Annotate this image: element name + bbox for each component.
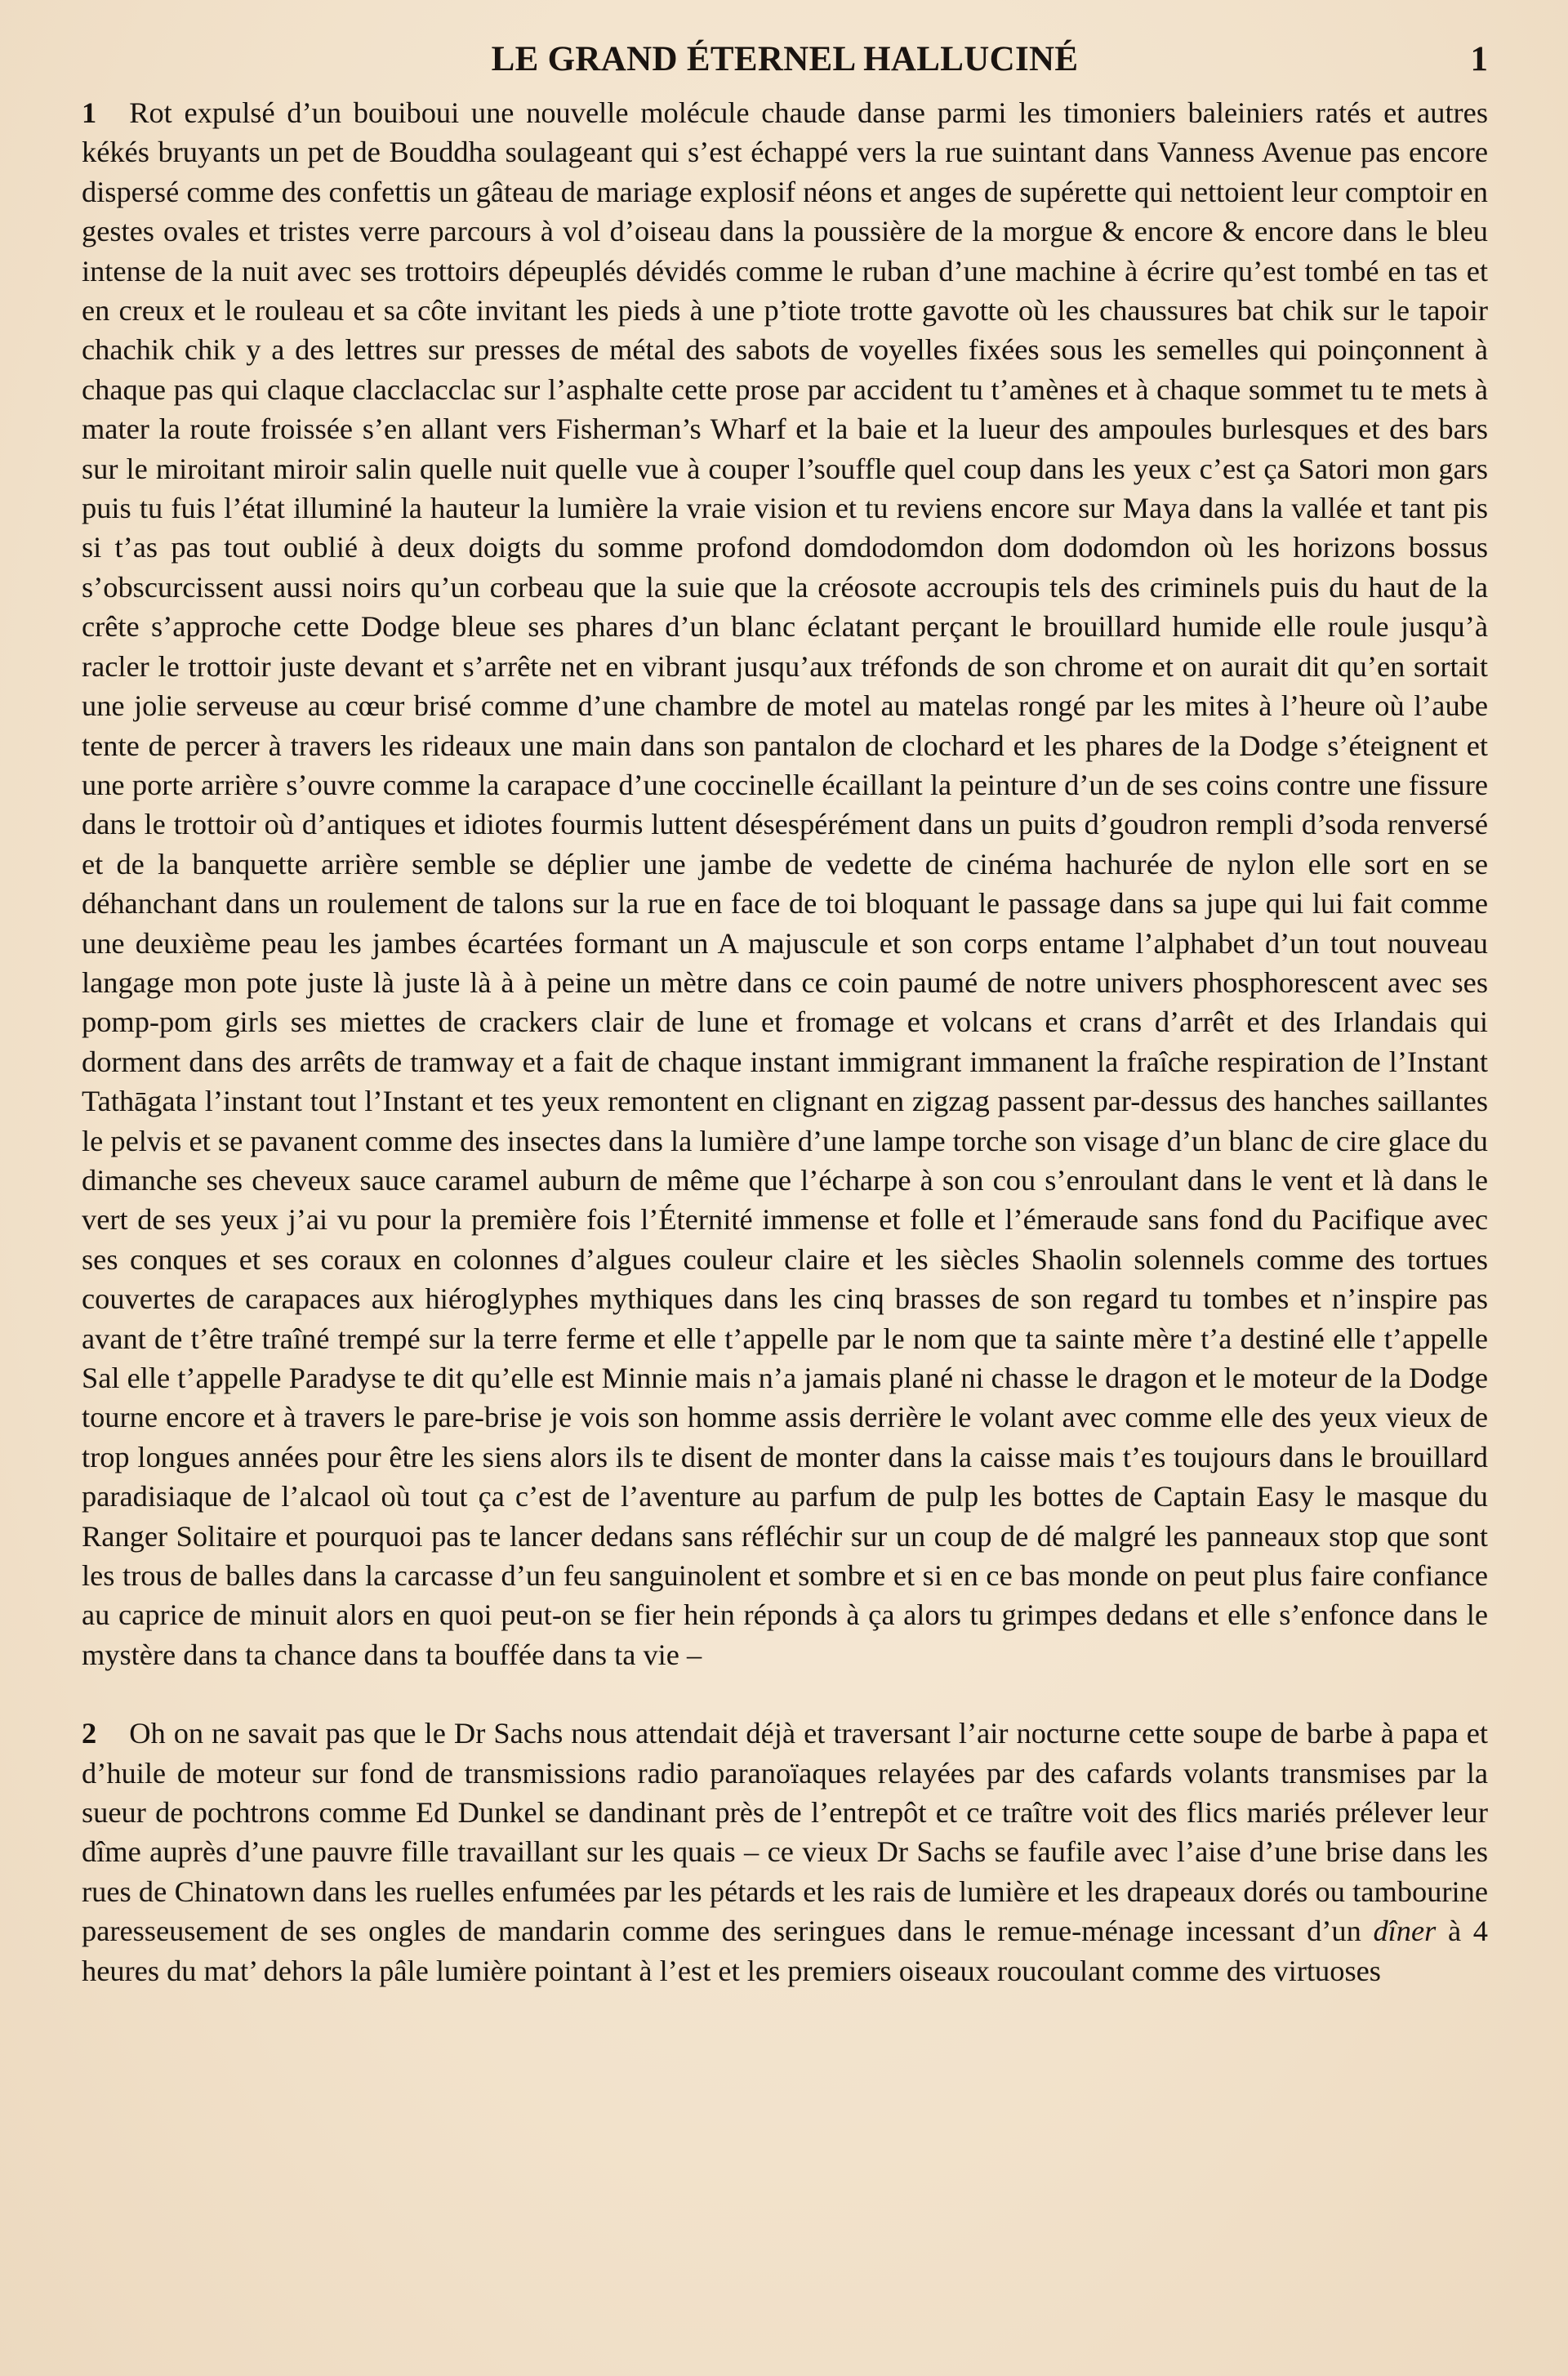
section-number: 2 <box>82 1717 97 1750</box>
page-number: 1 <box>1470 40 1488 78</box>
page-header <box>82 39 1488 93</box>
section-text: Oh on ne savait pas que le Dr Sachs nous attendait déjà et traversant l’air nocturne cette soupe de barbe à papa et d’huile de moteur sur fond de transmissions radio paranoïaques relayées par des cafards volants transmises par la sueur de pochtrons comme Ed Dunkel se dandinant près de l’entrepôt et ce traître voit des flics mariés prélever leur dîme auprès d’une pauvre fille travaillant sur les quais – ce vieux Dr Sachs se faufile avec l’aise d’une brise dans les rues de Chinatown dans les ruelles enfumées par les pétards et les rais de lumière et les drapeaux dorés ou tambourine paresseusement de ses ongles de mandarin comme des seringues dans le remue-ménage incessant d’un <box>82 1717 1488 1948</box>
running-title: LE GRAND ÉTERNEL HALLUCINÉ <box>491 40 1079 78</box>
italic-word: dîner <box>1373 1915 1437 1948</box>
section-2 <box>82 1714 1488 1990</box>
section-1 <box>82 93 1488 1674</box>
document-page <box>82 39 1488 1990</box>
section-number: 1 <box>82 96 97 129</box>
section-text-continued: à 4 heures du mat’ dehors la pâle lumière pointant à l’est et les premiers oiseaux roucoulant comme des virtuoses <box>82 1915 1488 1987</box>
section-text: Rot expulsé d’un bouiboui une nouvelle molécule chaude danse parmi les timoniers baleiniers ratés et autres kékés bruyants un pet de Bouddha soulageant qui s’est échappé vers la rue suintant dans Vanness Avenue pas encore dispersé comme des confettis un gâteau de mariage explosif néons et anges de supérette qui nettoient leur comptoir en gestes ovales et tristes verre parcours à vol d’oiseau dans la poussière de la morgue & encore & encore dans le bleu intense de la nuit avec ses trottoirs dépeuplés dévidés comme le ruban d’une machine à écrire qu’est tombé en tas et en creux et le rouleau et sa côte invitant les pieds à une p’tiote trotte gavotte où les chaussures bat chik sur le tapoir chachik chik y a des lettres sur presses de métal des sabots de voyelles fixées sous les semelles qui poinçonnent à chaque pas qui claque clacclacclac sur l’asphalte cette prose par accident tu t’amènes et à chaque sommet tu te mets à mater la route froissée s’en allant vers Fisherman’s Wharf et la baie et la lueur des ampoules burlesques et des bars sur le miroitant miroir salin quelle nuit quelle vue à couper l’souffle quel coup dans les yeux c’est ça Satori mon gars puis tu fuis l’état illuminé la hauteur la lumière la vraie vision et tu reviens encore sur Maya dans la vallée et tant pis si t’as pas tout oublié à deux doigts du somme profond domdodomdon dom dodomdon où les horizons bossus s’obscurcissent aussi noirs qu’un corbeau que la suie que la créosote accroupis tels des criminels puis du haut de la crête s’approche cette Dodge bleue ses phares d’un blanc éclatant perçant le brouillard humide elle roule jusqu’à racler le trottoir juste devant et s’arrête net en vibrant jusqu’aux tréfonds de son chrome et on aurait dit qu’en sortait une jolie serveuse au cœur brisé comme d’une chambre de motel au matelas rongé par les mites à l’heure où l’aube tente de percer à travers les rideaux une main dans son pantalon de clochard et les phares de la Dodge s’éteignent et une porte arrière s’ouvre comme la carapace d’une coccinelle écaillant la peinture d’un de ses coins contre une fissure dans le trottoir où d’antiques et idiotes fourmis luttent désespérément dans un puits d’goudron rempli d’soda renversé et de la banquette arrière semble se déplier une jambe de vedette de cinéma hachurée de nylon elle sort en se déhanchant dans un roulement de talons sur la rue en face de toi bloquant le passage dans sa jupe qui lui fait comme une deuxième peau les jambes écartées formant un A majuscule et son corps entame l’alphabet d’un tout nouveau langage mon pote juste là juste là à à peine un mètre dans ce coin paumé de notre univers phosphorescent avec ses pomp-pom girls ses miettes de crackers clair de lune et fromage et volcans et crans d’arrêt et des Irlandais qui dorment dans des arrêts de tramway et a fait de chaque instant immigrant immanent la fraîche respiration de l’Instant Tathāgata l’instant tout l’Instant et tes yeux remontent en clignant en zigzag passent par-dessus des hanches saillantes le pelvis et se pavanent comme des insectes dans la lumière d’une lampe torche son visage d’un blanc de cire glace du dimanche ses cheveux sauce caramel auburn de même que l’écharpe à son cou s’enroulant dans le vent et là dans le vert de ses yeux j’ai vu pour la première fois l’Éternité immense et folle et l’émeraude sans fond du Pacifique avec ses conques et ses coraux en colonnes d’algues couleur claire et les siècles Shaolin solennels comme des tortues couvertes de carapaces aux hiéroglyphes mythiques dans les cinq brasses de son regard tu tombes et n’inspire pas avant de t’être traîné trempé sur la terre ferme et elle t’appelle par le nom que ta sainte mère t’a destiné elle t’appelle Sal elle t’appelle Paradyse te dit qu’elle est Minnie mais n’a jamais plané ni chasse le dragon et le moteur de la Dodge tourne encore et à travers le pare-brise je vois son homme assis derrière le volant avec comme elle des yeux vieux de trop longues années pour être les siens alors ils te disent de monter dans la caisse mais t’es toujours dans le brouillard paradisiaque de l’alcaol où tout ça c’est de l’aventure au parfum de pulp les bottes de Captain Easy le masque du Ranger Solitaire et pourquoi pas te lancer dedans sans réfléchir sur un coup de dé malgré les panneaux stop que sont les trous de balles dans la carcasse d’un feu sanguinolent et sombre et si en ce bas monde on peut plus faire confiance au caprice de minuit alors en quoi peut-on se fier hein réponds à ça alors tu grimpes dedans et elle s’enfonce dans le mystère dans ta chance dans ta bouffée dans ta vie – <box>82 96 1488 1671</box>
